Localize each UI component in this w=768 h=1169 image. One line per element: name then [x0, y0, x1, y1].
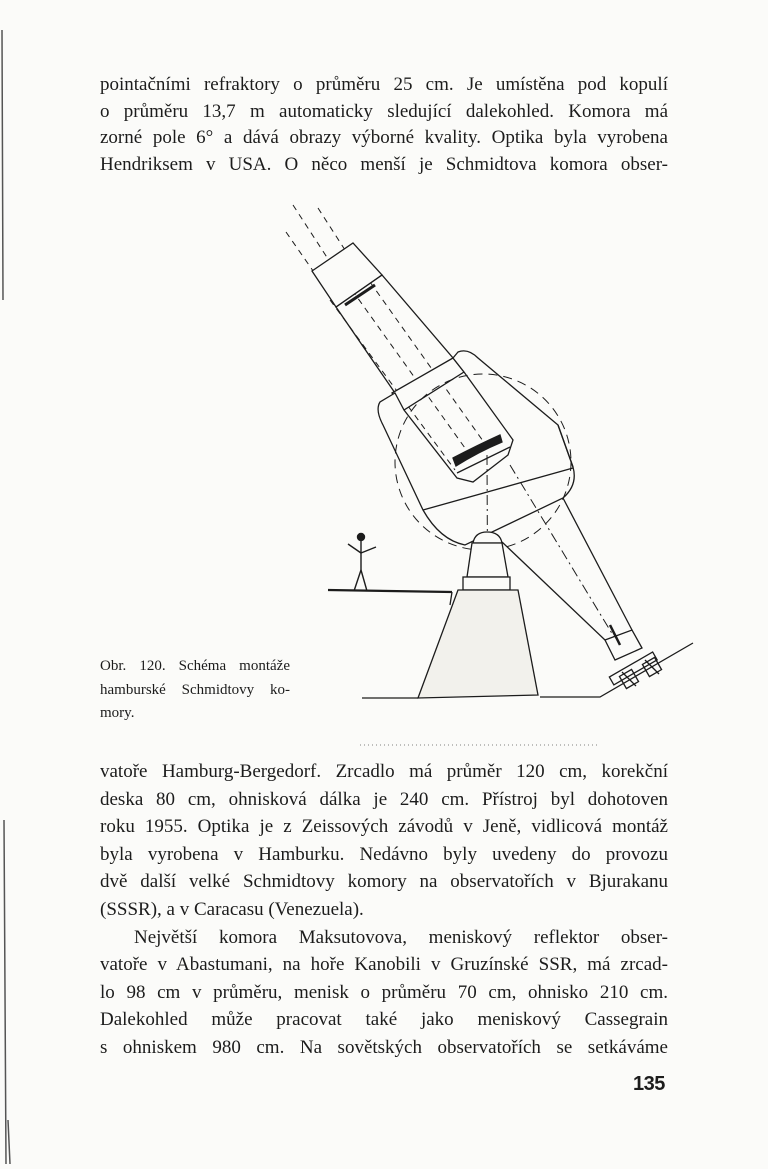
text-line: deska 80 cm, ohnisková dálka je 240 cm. Přístroj byl dohotoven — [100, 788, 668, 810]
caption-line: hamburské Schmidtovy ko- — [100, 681, 290, 698]
text-line: s ohniskem 980 cm. Na sovětských observatořích se setkáváme — [100, 1036, 668, 1058]
text-line: Dalekohled může pracovat také jako meniskový Cassegrain — [100, 1009, 668, 1031]
text-line: pointačními refraktory o průměru 25 cm. Je umístěna pod kopulí — [100, 74, 668, 95]
text-line: byla vyrobena v Hamburku. Nedávno byly uvedeny do provozu — [100, 843, 668, 865]
caption-line: mory. — [100, 705, 135, 721]
telescope-tube — [312, 243, 464, 410]
text-line: o průměru 13,7 m automaticky sledující dalekohled. Komora má — [100, 100, 668, 122]
figure-caption — [100, 655, 290, 726]
fork-mount — [378, 351, 574, 545]
text-line: vatoře Hamburg-Bergedorf. Zrcadlo má průměr 120 cm, korekční — [100, 761, 668, 782]
text-line: (SSSR), a v Caracasu (Venezuela). — [100, 898, 364, 920]
text-line: lo 98 cm v průměru, menisk o průměru 70 cm, ohnisko 210 cm. — [100, 981, 668, 1003]
text-line: roku 1955. Optika je z Zeissových závodů v Jeně, vidlicová montáž — [100, 816, 668, 838]
text-line: zorné pole 6° a dává obrazy výborné kvality. Optika byla vyrobena — [100, 127, 668, 148]
text-line: Hendriksem v USA. O něco menší je Schmidtova komora obser- — [100, 153, 668, 175]
page-number: 135 — [633, 1073, 665, 1095]
text-line: Největší komora Maksutovova, meniskový reflektor obser- — [134, 926, 668, 948]
paragraph-bottom — [100, 758, 668, 1062]
person-scale-figure — [348, 534, 376, 592]
caption-line: Obr. 120. Schéma montáže — [100, 658, 290, 674]
text-line: vatoře v Abastumani, na hoře Kanobili v Gruzínské SSR, má zrcad- — [100, 954, 668, 976]
text-line: dvě další velké Schmidtovy komory na observatořích v Bjurakanu — [100, 871, 668, 893]
